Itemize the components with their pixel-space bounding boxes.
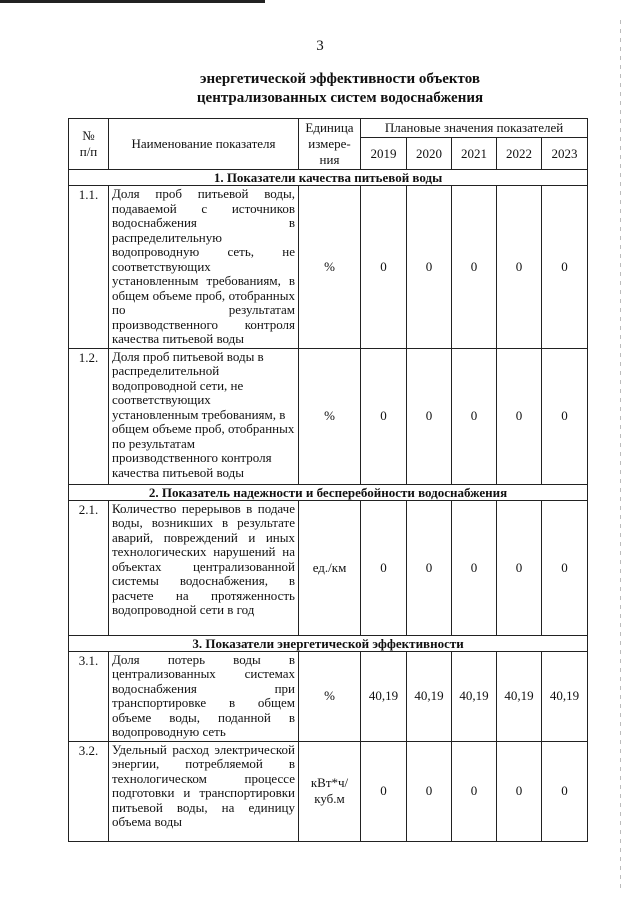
- value-cell: 0: [361, 186, 407, 349]
- value-cell: 0: [452, 741, 497, 841]
- section-row: [69, 170, 588, 186]
- value-cell: 0: [452, 500, 497, 635]
- header-unit: Единица измере- ния: [299, 119, 361, 170]
- table-row: [69, 348, 588, 484]
- indicator-name: Доля потерь воды в централизованных системах водоснабжения при транспортировке в общем объеме воды, поданной в водопроводную сеть: [109, 651, 299, 741]
- section-title: 3. Показатели энергетической эффективности: [69, 635, 588, 651]
- indicator-name: Доля проб питьевой воды в распределительной водопроводной сети, не соответствующих установленным требованиям, в общем объеме проб, отобранных по результатам производственного контроля качества питьевой воды: [109, 348, 299, 484]
- section-title: 1. Показатели качества питьевой воды: [69, 170, 588, 186]
- value-cell: 40,19: [361, 651, 407, 741]
- page-number: 3: [316, 38, 324, 54]
- indicators-table: [68, 118, 588, 842]
- value-cell: 0: [361, 500, 407, 635]
- table-header-row-1: [69, 119, 588, 138]
- unit-cell: %: [299, 348, 361, 484]
- scan-edge-line: [620, 20, 621, 890]
- section-row: [69, 635, 588, 651]
- indicator-name: Удельный расход электрической энергии, потребляемой в технологическом процессе подготовки и транспортировки питьевой воды, на единицу объема воды: [109, 741, 299, 841]
- header-name: Наименование показателя: [109, 119, 299, 170]
- value-cell: 0: [407, 500, 452, 635]
- header-year: 2022: [497, 138, 542, 170]
- section-title: 2. Показатель надежности и бесперебойности водоснабжения: [69, 484, 588, 500]
- value-cell: 0: [542, 348, 588, 484]
- indicator-name: Доля проб питьевой воды, подаваемой с источников водоснабжения в распределительную водопроводную сеть, не соответствующих установленным требованиям, в общем объеме проб, отобранных по результатам производственного контроля качества питьевой воды: [109, 186, 299, 349]
- value-cell: 0: [407, 186, 452, 349]
- indicator-name: Количество перерывов в подаче воды, возникших в результате аварий, повреждений и иных технологических нарушений на объектах централизованной системы водоснабжения, в расчете на протяженность водопроводной сети в год: [109, 500, 299, 635]
- document-title: [150, 70, 530, 108]
- value-cell: 0: [542, 186, 588, 349]
- value-cell: 0: [542, 500, 588, 635]
- value-cell: 0: [542, 741, 588, 841]
- header-year: 2021: [452, 138, 497, 170]
- unit-cell: ед./км: [299, 500, 361, 635]
- row-number: 3.1.: [69, 651, 109, 741]
- value-cell: 0: [361, 741, 407, 841]
- value-cell: 0: [407, 741, 452, 841]
- header-year: 2023: [542, 138, 588, 170]
- value-cell: 0: [497, 186, 542, 349]
- unit-cell: %: [299, 186, 361, 349]
- header-num: № п/п: [69, 119, 109, 170]
- value-cell: 0: [497, 741, 542, 841]
- value-cell: 40,19: [407, 651, 452, 741]
- value-cell: 0: [497, 500, 542, 635]
- title-line-2: централизованных систем водоснабжения: [196, 90, 484, 106]
- row-number: 1.2.: [69, 348, 109, 484]
- value-cell: 0: [407, 348, 452, 484]
- table-row: [69, 186, 588, 349]
- row-number: 2.1.: [69, 500, 109, 635]
- value-cell: 0: [452, 348, 497, 484]
- value-cell: 40,19: [452, 651, 497, 741]
- value-cell: 0: [497, 348, 542, 484]
- top-rule: [0, 0, 265, 3]
- unit-cell: %: [299, 651, 361, 741]
- row-number: 3.2.: [69, 741, 109, 841]
- table-row: [69, 741, 588, 841]
- header-year: 2019: [361, 138, 407, 170]
- value-cell: 40,19: [497, 651, 542, 741]
- row-number: 1.1.: [69, 186, 109, 349]
- unit-cell: кВт*ч/ куб.м: [299, 741, 361, 841]
- value-cell: 0: [452, 186, 497, 349]
- table-row: [69, 651, 588, 741]
- header-planned-values: Плановые значения показателей: [361, 119, 588, 138]
- value-cell: 40,19: [542, 651, 588, 741]
- title-line-1: энергетической эффективности объектов: [200, 71, 480, 87]
- section-row: [69, 484, 588, 500]
- header-year: 2020: [407, 138, 452, 170]
- table-row: [69, 500, 588, 635]
- value-cell: 0: [361, 348, 407, 484]
